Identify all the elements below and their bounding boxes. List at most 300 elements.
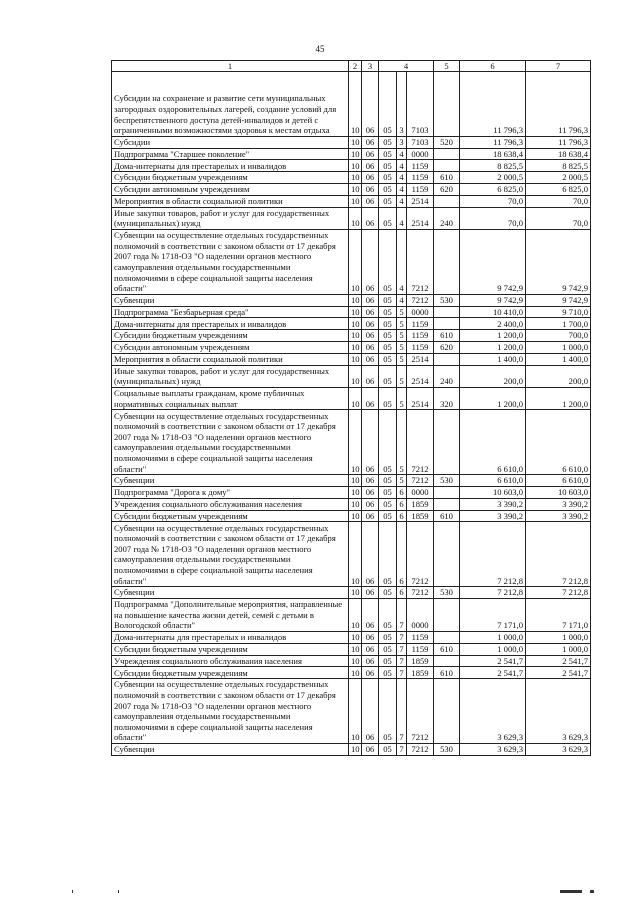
row-name: Подпрограмма "Дополнительные мероприятия, направленные на повышение качества жизни детей, семей с детьми в Вологодской области"	[112, 598, 349, 631]
code-expense-type	[434, 353, 460, 365]
table-row	[112, 330, 591, 342]
code-subsection: 06	[362, 229, 379, 294]
code-expense-type: 520	[434, 136, 460, 148]
code-section: 10	[349, 306, 362, 318]
code-section: 10	[349, 294, 362, 306]
amount-year-2: 11 796,3	[526, 72, 591, 137]
code-program: 05	[379, 195, 397, 207]
code-expense-type	[434, 229, 460, 294]
code-subsection: 06	[362, 410, 379, 475]
code-direction: 2514	[407, 207, 434, 229]
code-section: 10	[349, 410, 362, 475]
row-name: Субсидии бюджетным учреждениям	[112, 643, 349, 655]
code-program: 05	[379, 306, 397, 318]
code-direction: 0000	[407, 148, 434, 160]
amount-year-1: 9 742,9	[460, 294, 526, 306]
code-direction: 7103	[407, 136, 434, 148]
code-expense-type: 610	[434, 330, 460, 342]
amount-year-2: 1 000,0	[526, 643, 591, 655]
code-subprogram: 5	[397, 365, 407, 387]
amount-year-2: 6 610,0	[526, 410, 591, 475]
code-section: 10	[349, 148, 362, 160]
code-subprogram: 7	[397, 667, 407, 679]
scan-mark	[590, 890, 594, 893]
code-subprogram: 6	[397, 522, 407, 587]
code-program: 05	[379, 522, 397, 587]
row-name: Подпрограмма "Старшее поколение"	[112, 148, 349, 160]
row-name: Субвенции	[112, 294, 349, 306]
code-program: 05	[379, 667, 397, 679]
amount-year-2: 9 710,0	[526, 306, 591, 318]
code-expense-type	[434, 160, 460, 172]
table-row	[112, 207, 591, 229]
amount-year-1: 2 400,0	[460, 318, 526, 330]
code-direction: 1159	[407, 160, 434, 172]
table-row	[112, 72, 591, 137]
amount-year-1: 7 212,8	[460, 587, 526, 599]
code-subprogram: 7	[397, 643, 407, 655]
code-subprogram: 4	[397, 195, 407, 207]
amount-year-2: 7 212,8	[526, 587, 591, 599]
code-expense-type	[434, 195, 460, 207]
code-subprogram: 5	[397, 410, 407, 475]
table-row	[112, 353, 591, 365]
code-direction: 1159	[407, 341, 434, 353]
code-expense-type: 620	[434, 341, 460, 353]
row-name: Субвенции на осуществление отдельных государственных полномочий в соответствии с законом области от 17 декабря 2007 года № 1718-ОЗ "О наделении органов местного самоуправления отдельными государственными полномочиями в сфере социальной защиты населения области"	[112, 522, 349, 587]
table-row	[112, 743, 591, 755]
amount-year-2: 700,0	[526, 330, 591, 342]
code-direction: 7212	[407, 522, 434, 587]
code-program: 05	[379, 207, 397, 229]
row-name: Субсидии бюджетным учреждениям	[112, 172, 349, 184]
code-subsection: 06	[362, 598, 379, 631]
amount-year-2: 6 610,0	[526, 475, 591, 487]
code-subsection: 06	[362, 387, 379, 409]
row-name: Субвенции	[112, 587, 349, 599]
code-expense-type: 530	[434, 587, 460, 599]
amount-year-1: 10 603,0	[460, 486, 526, 498]
code-expense-type: 320	[434, 387, 460, 409]
table-body	[112, 72, 591, 756]
amount-year-1: 6 610,0	[460, 475, 526, 487]
code-direction: 7212	[407, 229, 434, 294]
amount-year-1: 2 541,7	[460, 655, 526, 667]
table-row	[112, 387, 591, 409]
code-program: 05	[379, 183, 397, 195]
code-section: 10	[349, 486, 362, 498]
code-expense-type: 610	[434, 510, 460, 522]
code-subprogram: 6	[397, 498, 407, 510]
code-subsection: 06	[362, 510, 379, 522]
table-row	[112, 148, 591, 160]
amount-year-2: 18 638,4	[526, 148, 591, 160]
code-program: 05	[379, 410, 397, 475]
table-row	[112, 306, 591, 318]
amount-year-2: 1 200,0	[526, 387, 591, 409]
code-direction: 1159	[407, 643, 434, 655]
code-section: 10	[349, 160, 362, 172]
row-name: Субсидии бюджетным учреждениям	[112, 510, 349, 522]
code-expense-type: 530	[434, 294, 460, 306]
code-direction: 1159	[407, 631, 434, 643]
amount-year-2: 2 541,7	[526, 655, 591, 667]
code-program: 05	[379, 498, 397, 510]
amount-year-1: 1 200,0	[460, 341, 526, 353]
code-direction: 7212	[407, 475, 434, 487]
code-direction: 2514	[407, 365, 434, 387]
scan-mark	[72, 890, 73, 893]
code-program: 05	[379, 475, 397, 487]
code-subprogram: 7	[397, 655, 407, 667]
table-row	[112, 643, 591, 655]
code-subprogram: 7	[397, 743, 407, 755]
code-expense-type: 610	[434, 643, 460, 655]
code-expense-type	[434, 598, 460, 631]
code-subsection: 06	[362, 160, 379, 172]
scan-mark	[118, 890, 119, 893]
code-section: 10	[349, 498, 362, 510]
row-name: Субсидии бюджетным учреждениям	[112, 667, 349, 679]
table-row	[112, 365, 591, 387]
amount-year-1: 3 629,3	[460, 743, 526, 755]
code-expense-type: 530	[434, 743, 460, 755]
code-expense-type: 610	[434, 667, 460, 679]
code-program: 05	[379, 679, 397, 744]
table-row	[112, 195, 591, 207]
amount-year-2: 9 742,9	[526, 294, 591, 306]
code-section: 10	[349, 172, 362, 184]
code-expense-type	[434, 498, 460, 510]
code-subsection: 06	[362, 195, 379, 207]
code-subsection: 06	[362, 743, 379, 755]
row-name: Субвенции	[112, 743, 349, 755]
amount-year-1: 2 541,7	[460, 667, 526, 679]
code-program: 05	[379, 631, 397, 643]
amount-year-2: 2 000,5	[526, 172, 591, 184]
amount-year-1: 1 200,0	[460, 330, 526, 342]
row-name: Субсидии	[112, 136, 349, 148]
code-section: 10	[349, 667, 362, 679]
code-section: 10	[349, 229, 362, 294]
code-subsection: 06	[362, 587, 379, 599]
code-subprogram: 3	[397, 136, 407, 148]
code-direction: 7212	[407, 743, 434, 755]
code-subprogram: 4	[397, 148, 407, 160]
code-program: 05	[379, 160, 397, 172]
code-section: 10	[349, 655, 362, 667]
code-program: 05	[379, 365, 397, 387]
amount-year-1: 1 200,0	[460, 387, 526, 409]
code-section: 10	[349, 183, 362, 195]
code-direction: 1159	[407, 172, 434, 184]
code-direction: 2514	[407, 387, 434, 409]
table-row	[112, 486, 591, 498]
code-subsection: 06	[362, 679, 379, 744]
code-section: 10	[349, 743, 362, 755]
amount-year-1: 6 610,0	[460, 410, 526, 475]
amount-year-1: 7 212,8	[460, 522, 526, 587]
table-row	[112, 522, 591, 587]
code-program: 05	[379, 353, 397, 365]
header-col-5: 5	[434, 61, 460, 72]
code-subprogram: 5	[397, 353, 407, 365]
code-section: 10	[349, 136, 362, 148]
code-subprogram: 7	[397, 598, 407, 631]
code-subsection: 06	[362, 498, 379, 510]
code-section: 10	[349, 643, 362, 655]
code-direction: 7212	[407, 294, 434, 306]
amount-year-2: 9 742,9	[526, 229, 591, 294]
code-subsection: 06	[362, 318, 379, 330]
code-expense-type	[434, 318, 460, 330]
code-expense-type	[434, 72, 460, 137]
code-section: 10	[349, 330, 362, 342]
code-section: 10	[349, 679, 362, 744]
code-program: 05	[379, 229, 397, 294]
code-expense-type: 530	[434, 475, 460, 487]
table-row	[112, 598, 591, 631]
amount-year-1: 1 000,0	[460, 643, 526, 655]
code-subsection: 06	[362, 294, 379, 306]
row-name: Субсидии на сохранение и развитие сети муниципальных загородных оздоровительных лагерей, создание условий для беспрепятственного доступа детей-инвалидов и детей с ограниченными возможностями здоровья к местам отдыха	[112, 72, 349, 137]
row-name: Субсидии автономным учреждениям	[112, 341, 349, 353]
code-expense-type	[434, 486, 460, 498]
header-col-6: 6	[460, 61, 526, 72]
table-row	[112, 229, 591, 294]
row-name: Учреждения социального обслуживания населения	[112, 498, 349, 510]
row-name: Подпрограмма "Безбарьерная среда"	[112, 306, 349, 318]
code-program: 05	[379, 330, 397, 342]
code-expense-type: 240	[434, 207, 460, 229]
code-direction: 7212	[407, 410, 434, 475]
row-name: Мероприятия в области социальной политики	[112, 353, 349, 365]
amount-year-2: 70,0	[526, 207, 591, 229]
amount-year-2: 2 541,7	[526, 667, 591, 679]
page-number: 45	[315, 44, 325, 54]
code-section: 10	[349, 318, 362, 330]
code-direction: 7103	[407, 72, 434, 137]
code-subprogram: 4	[397, 294, 407, 306]
amount-year-2: 1 700,0	[526, 318, 591, 330]
table-row	[112, 172, 591, 184]
table-row	[112, 667, 591, 679]
code-program: 05	[379, 743, 397, 755]
code-subsection: 06	[362, 486, 379, 498]
table-row	[112, 341, 591, 353]
code-subprogram: 4	[397, 160, 407, 172]
code-subprogram: 4	[397, 183, 407, 195]
row-name: Иные закупки товаров, работ и услуг для государственных (муниципальных) нужд	[112, 365, 349, 387]
header-col-2: 2	[349, 61, 362, 72]
code-subsection: 06	[362, 522, 379, 587]
code-section: 10	[349, 475, 362, 487]
table-row	[112, 160, 591, 172]
code-section: 10	[349, 341, 362, 353]
code-direction: 2514	[407, 195, 434, 207]
code-subsection: 06	[362, 306, 379, 318]
amount-year-1: 18 638,4	[460, 148, 526, 160]
code-direction: 1859	[407, 667, 434, 679]
code-subsection: 06	[362, 643, 379, 655]
amount-year-1: 70,0	[460, 207, 526, 229]
table-row	[112, 294, 591, 306]
amount-year-1: 8 825,5	[460, 160, 526, 172]
code-program: 05	[379, 136, 397, 148]
code-section: 10	[349, 587, 362, 599]
header-col-3: 3	[362, 61, 379, 72]
code-program: 05	[379, 341, 397, 353]
code-program: 05	[379, 598, 397, 631]
table-row	[112, 183, 591, 195]
budget-table	[111, 60, 591, 756]
amount-year-2: 200,0	[526, 365, 591, 387]
code-section: 10	[349, 387, 362, 409]
row-name: Подпрограмма "Дорога к дому"	[112, 486, 349, 498]
code-subprogram: 4	[397, 229, 407, 294]
code-subprogram: 6	[397, 486, 407, 498]
code-subprogram: 5	[397, 318, 407, 330]
code-direction: 1859	[407, 510, 434, 522]
code-subprogram: 6	[397, 587, 407, 599]
amount-year-2: 70,0	[526, 195, 591, 207]
row-name: Субвенции на осуществление отдельных государственных полномочий в соответствии с законом области от 17 декабря 2007 года № 1718-ОЗ "О наделении органов местного самоуправления отдельными государственными полномочиями в сфере социальной защиты населения области"	[112, 679, 349, 744]
code-direction: 2514	[407, 353, 434, 365]
amount-year-1: 3 390,2	[460, 498, 526, 510]
code-subsection: 06	[362, 72, 379, 137]
amount-year-2: 7 171,0	[526, 598, 591, 631]
amount-year-2: 3 629,3	[526, 679, 591, 744]
header-col-7: 7	[526, 61, 591, 72]
code-subsection: 06	[362, 207, 379, 229]
code-direction: 1159	[407, 183, 434, 195]
code-direction: 7212	[407, 587, 434, 599]
row-name: Социальные выплаты гражданам, кроме публичных нормативных социальных выплат	[112, 387, 349, 409]
code-subsection: 06	[362, 475, 379, 487]
code-direction: 7212	[407, 679, 434, 744]
code-subsection: 06	[362, 136, 379, 148]
code-subprogram: 5	[397, 475, 407, 487]
code-program: 05	[379, 294, 397, 306]
row-name: Мероприятия в области социальной политики	[112, 195, 349, 207]
barcode-mark	[560, 890, 582, 893]
amount-year-1: 9 742,9	[460, 229, 526, 294]
code-program: 05	[379, 587, 397, 599]
row-name: Субвенции на осуществление отдельных государственных полномочий в соответствии с законом области от 17 декабря 2007 года № 1718-ОЗ "О наделении органов местного самоуправления отдельными государственными полномочиями в сфере социальной защиты населения области"	[112, 410, 349, 475]
code-subsection: 06	[362, 148, 379, 160]
table-row	[112, 136, 591, 148]
header-col-4: 4	[379, 61, 434, 72]
code-expense-type	[434, 655, 460, 667]
code-section: 10	[349, 510, 362, 522]
code-section: 10	[349, 631, 362, 643]
code-program: 05	[379, 387, 397, 409]
table-row	[112, 587, 591, 599]
code-direction: 1859	[407, 498, 434, 510]
row-name: Дома-интернаты для престарелых и инвалидов	[112, 631, 349, 643]
code-section: 10	[349, 598, 362, 631]
code-section: 10	[349, 72, 362, 137]
code-expense-type	[434, 148, 460, 160]
code-subsection: 06	[362, 341, 379, 353]
amount-year-1: 11 796,3	[460, 72, 526, 137]
code-program: 05	[379, 655, 397, 667]
table-row	[112, 510, 591, 522]
amount-year-2: 1 000,0	[526, 631, 591, 643]
table-row	[112, 410, 591, 475]
row-name: Дома-интернаты для престарелых и инвалидов	[112, 318, 349, 330]
table-row	[112, 475, 591, 487]
code-subprogram: 7	[397, 679, 407, 744]
code-expense-type: 240	[434, 365, 460, 387]
amount-year-1: 200,0	[460, 365, 526, 387]
amount-year-1: 6 825,0	[460, 183, 526, 195]
amount-year-1: 1 400,0	[460, 353, 526, 365]
code-direction: 1159	[407, 318, 434, 330]
code-subsection: 06	[362, 365, 379, 387]
row-name: Дома-интернаты для престарелых и инвалидов	[112, 160, 349, 172]
code-section: 10	[349, 195, 362, 207]
row-name: Субвенции	[112, 475, 349, 487]
code-subsection: 06	[362, 183, 379, 195]
code-section: 10	[349, 365, 362, 387]
code-expense-type	[434, 679, 460, 744]
amount-year-1: 3 390,2	[460, 510, 526, 522]
code-subprogram: 7	[397, 631, 407, 643]
amount-year-2: 3 390,2	[526, 498, 591, 510]
amount-year-2: 1 000,0	[526, 341, 591, 353]
code-expense-type	[434, 631, 460, 643]
code-expense-type: 620	[434, 183, 460, 195]
code-subprogram: 3	[397, 72, 407, 137]
code-subprogram: 5	[397, 306, 407, 318]
code-direction: 1159	[407, 330, 434, 342]
code-subsection: 06	[362, 667, 379, 679]
code-subsection: 06	[362, 353, 379, 365]
code-program: 05	[379, 72, 397, 137]
code-section: 10	[349, 353, 362, 365]
code-program: 05	[379, 172, 397, 184]
code-program: 05	[379, 486, 397, 498]
header-col-1: 1	[112, 61, 349, 72]
code-program: 05	[379, 148, 397, 160]
row-name: Учреждения социального обслуживания населения	[112, 655, 349, 667]
code-direction: 0000	[407, 598, 434, 631]
table-row	[112, 318, 591, 330]
row-name: Иные закупки товаров, работ и услуг для государственных (муниципальных) нужд	[112, 207, 349, 229]
amount-year-1: 11 796,3	[460, 136, 526, 148]
table-row	[112, 631, 591, 643]
code-subprogram: 5	[397, 341, 407, 353]
amount-year-1: 10 410,0	[460, 306, 526, 318]
code-subprogram: 5	[397, 330, 407, 342]
code-section: 10	[349, 207, 362, 229]
code-subprogram: 6	[397, 510, 407, 522]
amount-year-2: 11 796,3	[526, 136, 591, 148]
table-row	[112, 679, 591, 744]
code-direction: 0000	[407, 486, 434, 498]
code-expense-type	[434, 410, 460, 475]
code-program: 05	[379, 510, 397, 522]
code-subprogram: 4	[397, 172, 407, 184]
amount-year-2: 3 629,3	[526, 743, 591, 755]
amount-year-2: 7 212,8	[526, 522, 591, 587]
code-subprogram: 5	[397, 387, 407, 409]
code-subsection: 06	[362, 172, 379, 184]
code-program: 05	[379, 643, 397, 655]
amount-year-1: 70,0	[460, 195, 526, 207]
code-expense-type	[434, 306, 460, 318]
